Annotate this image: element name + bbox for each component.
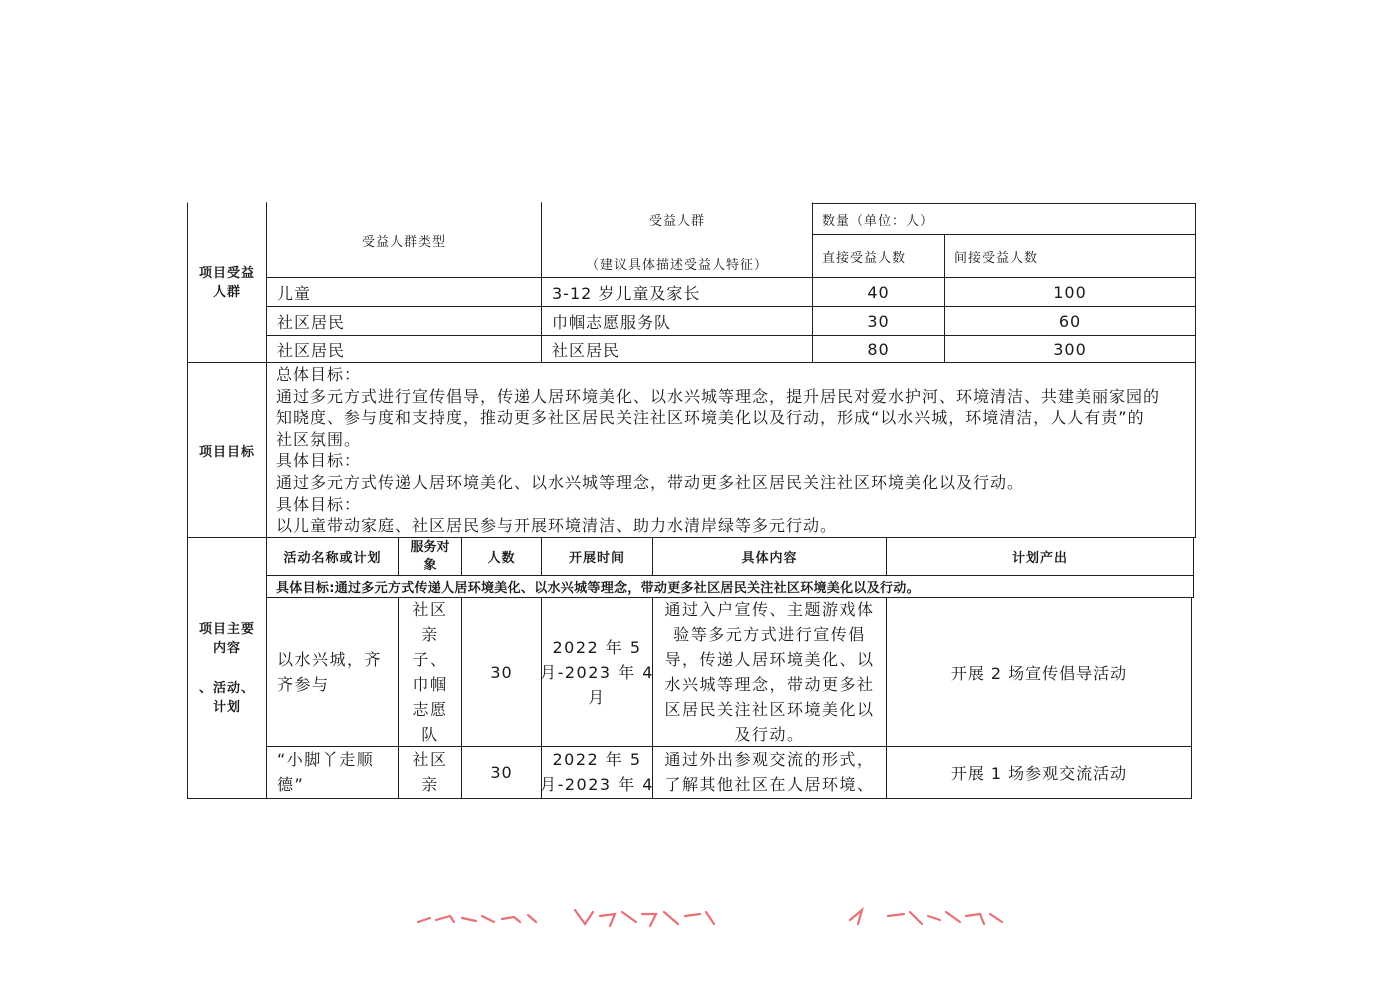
header-service-target [398,537,462,576]
beneficiary-type-cell [266,335,542,363]
indirect-count: 100 [1053,282,1087,302]
header-schedule-text: 开展时间 [568,551,625,566]
header-details [652,537,887,576]
activity-count: 30 [490,662,513,682]
header-indirect-count [944,234,1196,278]
indirect-count: 60 [1058,311,1082,331]
header-beneficiary-type [266,202,542,278]
text-line: 社区 [412,600,448,619]
text-line: 人群 [212,284,241,300]
header-activity-name [266,537,399,576]
activity-output: 开展 2 场宣传倡导活动 [950,663,1128,683]
beneficiary-group-cell [541,277,813,307]
text-line: 通过外出参观交流的形式， [664,750,875,769]
indirect-count-cell [944,277,1196,307]
activity-name [277,647,382,697]
activity-name [277,747,374,797]
text-line: 通过多元方式传递人居环境美化、以水兴城等理念，带动更多社区居民关注社区环境美化以及行动。 [276,472,1025,492]
activity-target-cell [398,746,462,799]
activity-count-cell [461,597,542,747]
activity-name-cell [266,746,399,799]
text-line: 了解其他社区在人居环境、 [664,775,875,794]
header-activity-name-text: 活动名称或计划 [283,551,382,566]
beneficiary-type: 社区居民 [277,312,346,332]
header-beneficiary-type-text: 受益人群类型 [361,234,446,250]
direct-count: 80 [867,339,890,359]
header-planned-output-text: 计划产出 [1011,551,1068,566]
text-line: 象 [423,557,437,573]
text-line: 2022 年 5 [552,750,642,769]
text-line: 社区氛围。 [276,429,362,449]
stamp-bleed-mark [410,900,1010,934]
beneficiary-group-cell [541,306,813,336]
text-line: 通过多元方式进行宣传倡导，传递人居环境美化、以水兴城等理念，提升居民对爱水护河、环境清洁、共建美丽家园的 [276,386,1161,406]
header-beneficiary-group-note: （建议具体描述受益人特征） [585,258,768,273]
header-quantity-text: 数量（单位：人） [822,213,935,229]
direct-count: 30 [867,311,890,331]
activity-output-cell [886,597,1192,747]
header-headcount-text: 人数 [487,551,516,566]
beneficiary-group-cell [541,335,813,363]
text-line: 亲 [421,625,439,644]
indirect-count: 300 [1053,339,1087,359]
activities-goal-row [266,575,1194,598]
activities-goal-text: 具体目标:通过多元方式传递人居环境美化、以水兴城等理念，带动更多社区居民关注社区环境美化以及行动。 [276,581,920,596]
beneficiary-type: 儿童 [277,283,312,303]
text-line: 志愿 [412,700,448,719]
header-service-target-text [410,539,449,575]
text-line: 具体目标： [276,494,362,514]
text-line: 导，传递人居环境美化、以 [664,650,875,669]
text-line: 月-2023 年 4 [540,775,654,794]
text-line: 通过入户宣传、主题游戏体 [664,600,875,619]
beneficiary-group: 3-12 岁儿童及家长 [552,283,701,303]
activity-target [412,747,447,797]
activities-section-label [187,537,267,799]
text-line: 服务对 [410,539,450,555]
activity-content-cell [652,746,887,799]
activity-count: 30 [490,763,513,782]
activity-time [540,747,654,797]
header-details-text: 具体内容 [741,551,798,566]
activity-target [412,597,447,747]
header-indirect-count-text: 间接受益人数 [954,250,1039,266]
direct-count-cell [812,335,945,363]
direct-count: 40 [867,282,890,302]
header-beneficiary-group [541,202,813,278]
indirect-count-cell [944,306,1196,336]
text-line: 水兴城等理念，带动更多社 [664,675,875,694]
text-line: 内容 [212,640,241,656]
objectives-label: 项目目标 [198,444,255,460]
text-line: 区居民关注社区环境美化以 [664,700,875,719]
text-line: 总体目标： [276,365,362,384]
activity-count-cell [461,746,542,799]
text-line: 、活动、 [198,680,255,696]
activity-output: 开展 1 场参观交流活动 [950,764,1128,783]
text-line: 齐参与 [277,675,330,694]
activity-name-cell [266,597,399,747]
objectives-content [266,362,1196,538]
activities-label-lines [199,620,255,717]
text-line: 以儿童带动家庭、社区居民参与开展环境清洁、助力水清岸绿等多元行动。 [276,516,838,536]
direct-count-cell [812,306,945,336]
objectives-text [276,364,1160,537]
text-line: 社区 [412,750,448,769]
text-line: 具体目标： [276,451,362,471]
text-line: 知晓度、参与度和支持度，推动更多社区居民关注社区环境美化以及行动，形成“以水兴城，环境清洁，人人有责”的 [276,408,1145,428]
beneficiaries-label-lines [199,264,255,302]
beneficiary-group: 社区居民 [552,340,621,360]
header-direct-count [812,234,945,278]
beneficiary-type: 社区居民 [277,340,346,360]
text-line: 项目受益 [198,265,255,281]
activity-content [664,597,874,747]
header-direct-count-text: 直接受益人数 [822,250,907,266]
beneficiaries-section-label [187,202,267,363]
text-line: “小脚丫走顺 [277,750,375,769]
header-beneficiary-group-title: 受益人群 [648,214,705,229]
activity-time-cell [541,746,653,799]
activity-content [664,747,874,797]
header-schedule [541,537,653,576]
text-line: 德” [277,775,305,794]
direct-count-cell [812,277,945,307]
text-line: 子、 [412,650,448,669]
text-line: 2022 年 5 [552,637,642,657]
indirect-count-cell [944,335,1196,363]
text-line: 计划 [212,699,241,715]
text-line: 及行动。 [734,725,805,744]
activity-time [540,635,654,710]
activity-target-cell [398,597,462,747]
header-headcount [461,537,542,576]
text-line: 月-2023 年 4 [540,662,654,682]
text-line: 巾帼 [412,675,448,694]
header-quantity [812,203,1196,235]
text-line: 以水兴城，齐 [277,650,383,669]
text-line: 月 [588,687,606,707]
beneficiary-type-cell [266,277,542,307]
header-planned-output [886,537,1194,576]
text-line: 项目主要 [198,621,255,637]
text-line: 队 [421,725,439,744]
objectives-section-label [187,362,267,538]
beneficiary-group: 巾帼志愿服务队 [552,312,672,332]
text-line: 亲 [421,775,439,794]
beneficiary-type-cell [266,306,542,336]
activity-content-cell [652,597,887,747]
activity-output-cell [886,746,1192,799]
activity-time-cell [541,597,653,747]
text-line: 验等多元方式进行宣传倡 [673,625,866,644]
